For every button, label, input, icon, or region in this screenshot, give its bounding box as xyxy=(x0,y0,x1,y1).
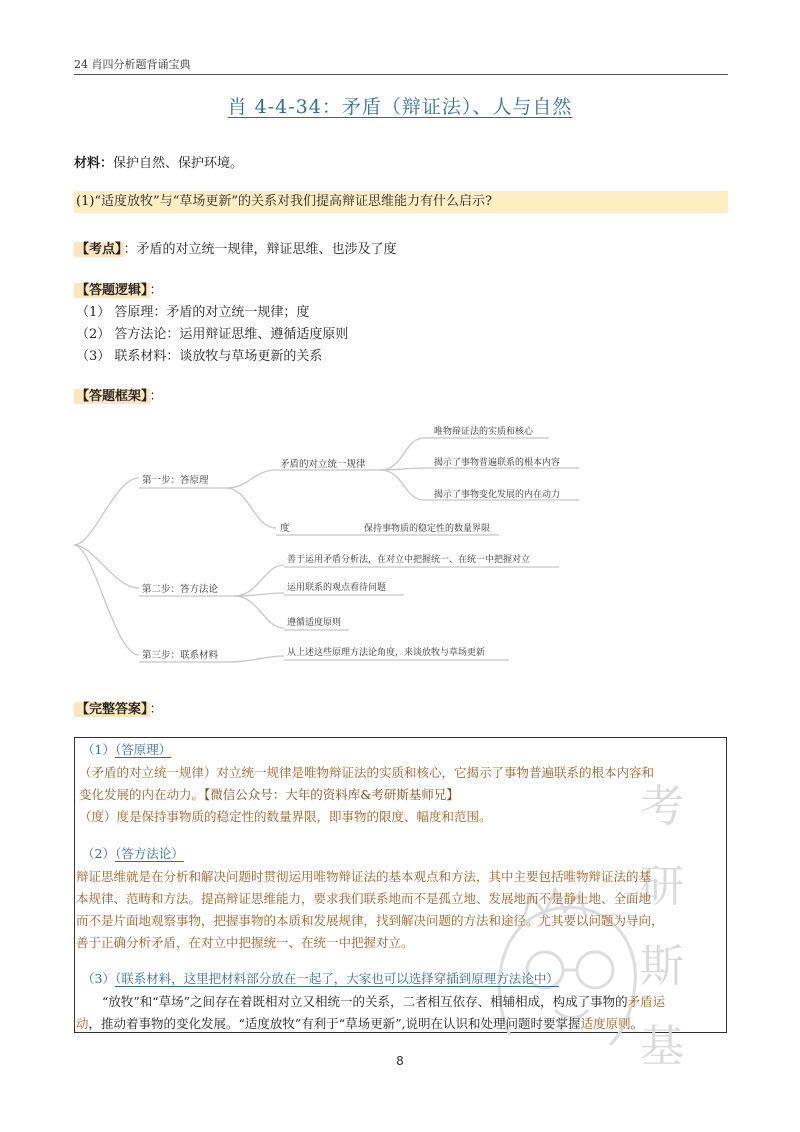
ans-s3-line-1 xyxy=(102,991,665,1013)
ans-s2-line-4: 善于正确分析矛盾，在对立中把握统一、在统一中把握对立。 xyxy=(76,935,414,950)
logic-label: 【答题逻辑】 xyxy=(76,283,148,298)
page-header-text: 24 肖四分析题背诵宝典 xyxy=(74,58,191,71)
ans-s2-line-2: 本规律、范畴和方法。提高辩证思维能力，要求我们联系地而不是孤立地、发展地而不是静止地、全面地 xyxy=(76,891,652,906)
ans-s1-num: （1） xyxy=(82,742,115,757)
material-label: 材料： xyxy=(74,156,114,171)
mm-step-1: 第一步：答原理 xyxy=(142,475,209,486)
framework-heading xyxy=(74,385,163,404)
logic-item-3: （3） 联系材料：谈放牧与草场更新的关系 xyxy=(76,349,323,364)
answer-label: 【完整答案】 xyxy=(76,702,148,717)
mm-leaf-2: 揭示了事物普遍联系的根本内容 xyxy=(434,458,561,468)
kaodian-line xyxy=(74,238,397,257)
header-divider xyxy=(74,74,728,75)
ans-s3-line-2d: 。 xyxy=(630,1016,644,1031)
mm-leaf-3: 揭示了事物变化发展的内在动力 xyxy=(434,490,561,500)
ans-s2-line-3: 而不是片面地观察事物，把握事物的本质和发展规律，找到解决问题的方法和途径。尤其要以问题为导向， xyxy=(76,913,664,928)
kaodian-text: ：矛盾的对立统一规律，辩证思维、也涉及了度 xyxy=(123,242,397,257)
kaodian-label: 【考点】 xyxy=(76,242,122,257)
logic-item-1: （1） 答原理：矛盾的对立统一规律；度 xyxy=(76,305,310,320)
ans-s1-line-2 xyxy=(79,784,459,806)
answer-colon: ： xyxy=(149,702,163,717)
logic-colon: ： xyxy=(149,283,163,298)
logic-item-2: （2） 答方法论：运用辩证思维、遵循适度原则 xyxy=(76,327,349,342)
ans-s3-title: （联系材料，这里把材料部分放在一起了，大家也可以选择穿插到原理方法论中） xyxy=(114,971,559,986)
ans-s1-line-3: （度）度是保持事物质的稳定性的数量界限，即事物的限度、幅度和范围。 xyxy=(79,809,492,824)
mm-leaf-method-2: 运用联系的观点看待问题 xyxy=(287,583,387,593)
ans-s1-line-2a: 变化发展的内在动力。 xyxy=(79,787,205,802)
ans-s2-num: （2） xyxy=(82,846,115,861)
mm-step-2: 第二步：答方法论 xyxy=(142,584,219,595)
watermark-char-2: 研 xyxy=(640,861,684,912)
page-number: 8 xyxy=(396,1054,404,1068)
mm-leaf-method-1: 善于运用矛盾分析法，在对立中把握统一、在统一中把握对立 xyxy=(287,555,531,565)
watermark-char-3: 斯 xyxy=(640,941,684,992)
material-line xyxy=(74,152,243,171)
material-text: 保护自然、保护环境。 xyxy=(113,156,244,171)
ans-s1-title: （答原理） xyxy=(114,742,172,757)
ans-s1-line-1: （矛盾的对立统一规律）对立统一规律是唯物辩证法的实质和核心，它揭示了事物普遍联系的根本内容和 xyxy=(79,765,655,780)
ans-s3-line-1a: “放牧”和“草场”之间存在着既相对立又相统一的关系，二者相互依存、相辅相成，构成了事物的 xyxy=(102,994,628,1009)
question-banner: (1)“适度放牧”与“草场更新”的关系对我们提高辩证思维能力有什么启示? xyxy=(74,191,728,213)
mm-leaf-material: 从上述这些原理方法论角度，来谈放牧与草场更新 xyxy=(287,648,486,658)
ans-s3-line-1b: 矛盾运 xyxy=(627,994,666,1009)
ans-s2-heading xyxy=(82,843,184,865)
ans-s3-line-2 xyxy=(76,1013,643,1035)
ans-s3-heading xyxy=(82,968,559,990)
watermark-char-1: 考 xyxy=(640,781,684,832)
ans-s2-title: （答方法论） xyxy=(114,846,184,861)
mm-sub-degree: 度 xyxy=(280,523,290,534)
ans-s3-line-2a: 动 xyxy=(76,1016,89,1031)
mm-leaf-degree: 保持事物质的稳定性的数量界限 xyxy=(364,524,491,534)
mm-leaf-method-3: 遵循适度原则 xyxy=(287,618,342,628)
mm-step-3: 第三步：联系材料 xyxy=(142,650,219,661)
framework-label: 【答题框架】 xyxy=(76,389,148,404)
ans-s3-line-2b: ，推动着事物的变化发展。“适度放牧”有利于“草场更新”,说明在认识和处理问题时要掌握 xyxy=(88,1016,581,1031)
framework-colon: ： xyxy=(149,389,163,404)
mm-leaf-1: 唯物辩证法的实质和核心 xyxy=(434,427,534,437)
answer-framework-mindmap xyxy=(74,410,594,665)
ans-s3-line-2c: 适度原则 xyxy=(580,1016,631,1031)
logic-heading xyxy=(74,279,163,298)
watermark-char-4: 基 xyxy=(640,1021,684,1072)
ans-s1-heading xyxy=(82,739,171,761)
answer-heading xyxy=(74,698,163,717)
ans-s3-num: （3） xyxy=(82,971,115,986)
ans-wechat-note: 【微信公众号：大年的资料库&考研斯基师兄】 xyxy=(204,787,459,802)
page-title: 肖 4-4-34：矛盾（辩证法）、人与自然 xyxy=(227,96,573,118)
ans-s2-line-1: 辩证思维就是在分析和解决问题时贯彻运用唯物辩证法的基本观点和方法，其中主要包括唯物辩证法的基 xyxy=(76,869,652,884)
mm-sub-contradiction: 矛盾的对立统一规律 xyxy=(280,459,366,470)
